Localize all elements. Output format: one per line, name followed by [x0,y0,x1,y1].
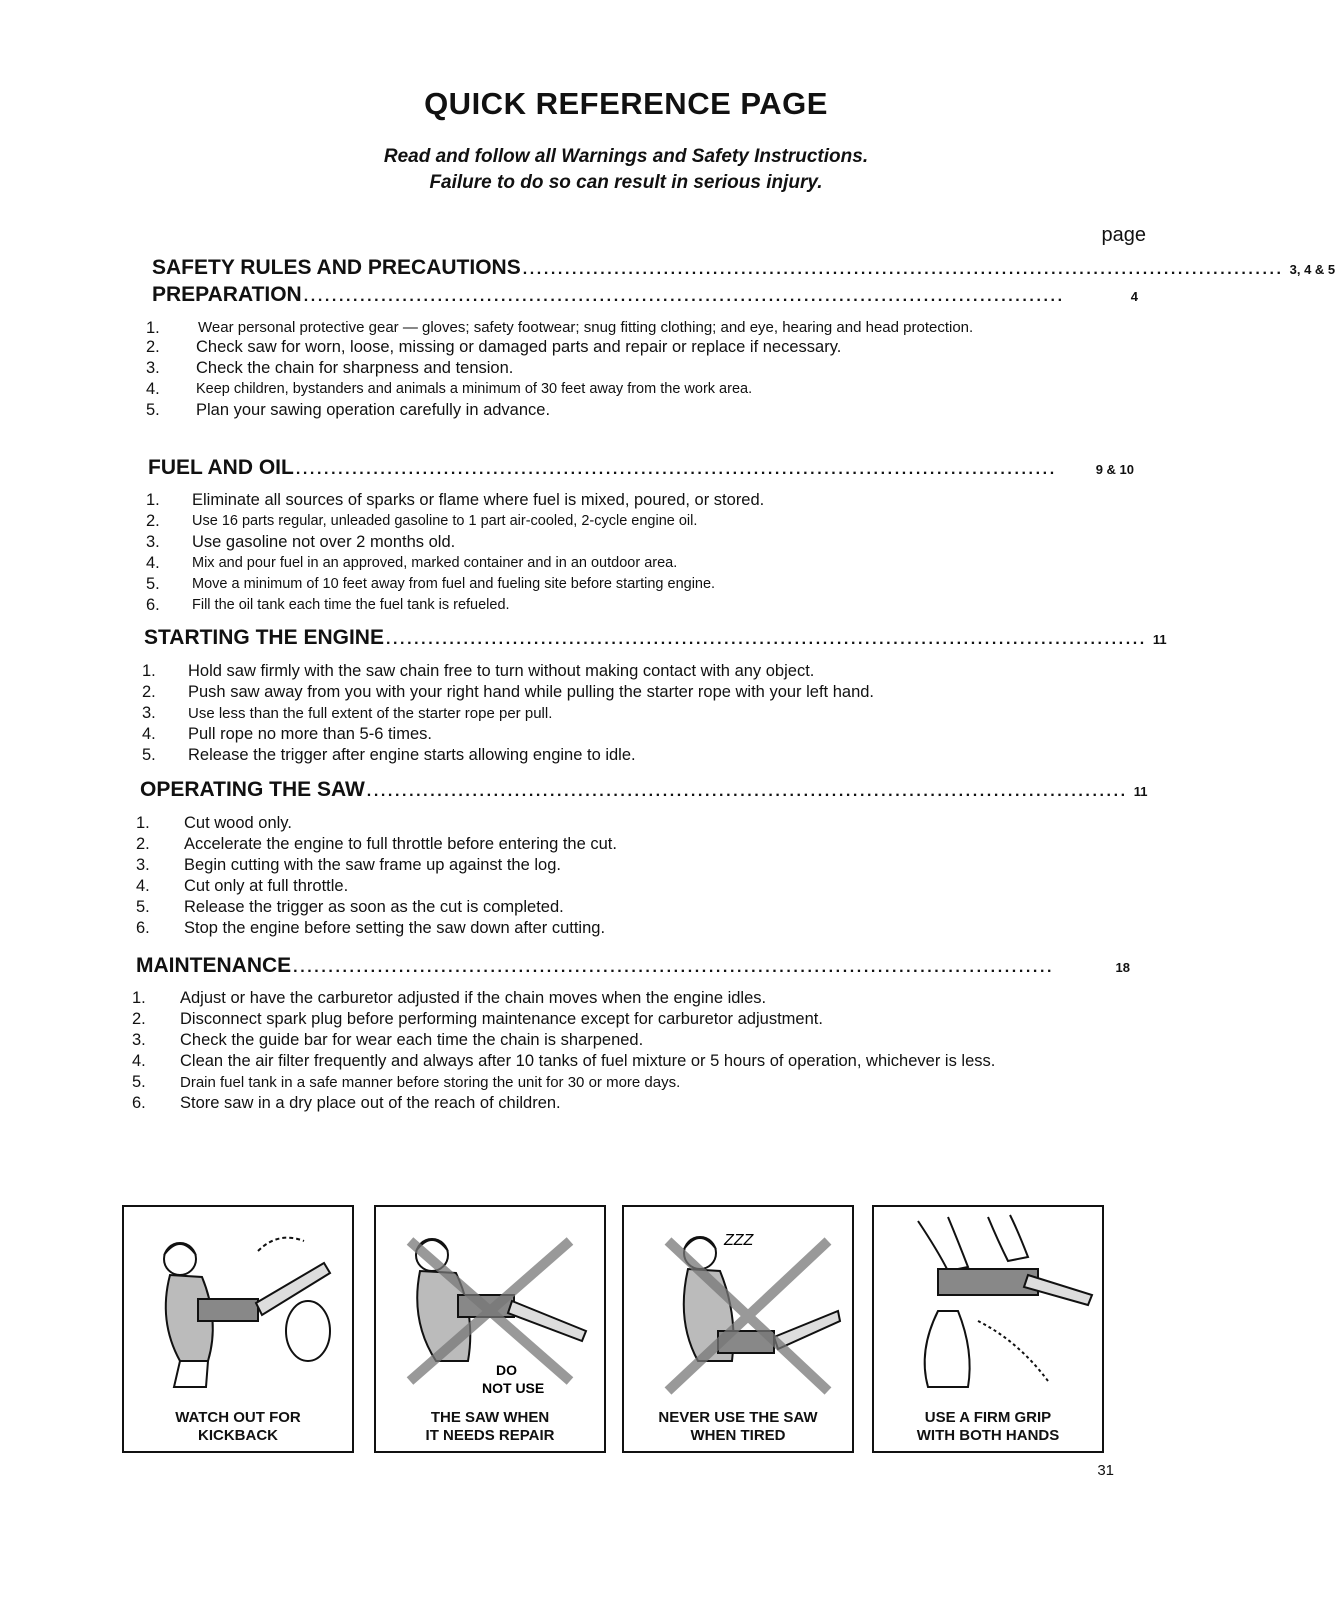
list-item: 5. Release the trigger after engine starts allowing engine to idle. [142,746,636,764]
leader-dots: ............................................................................................................ [385,631,1147,648]
repair-illustration-icon [380,1211,600,1401]
section-page-ref: 3, 4 & 5 [1289,262,1335,277]
kickback-warning-panel [122,1205,354,1453]
tired-warning-panel [622,1205,854,1453]
section-title: STARTING THE ENGINE [144,626,384,649]
page-title: QUICK REFERENCE PAGE [424,86,828,121]
leader-dots: ............................................................................................................ [295,461,1057,478]
section-safety-rules [152,256,1335,280]
repair-warning-panel [374,1205,606,1453]
list-item: 1. Hold saw firmly with the saw chain free to turn without making contact with any object. [142,662,815,680]
starting-engine-list [142,661,1082,766]
list-item: 2. Check saw for worn, loose, missing or damaged parts and repair or replace if necessary. [146,338,842,356]
section-page-ref: 11 [1133,784,1148,799]
list-item: 4. Clean the air filter frequently and always after 10 tanks of fuel mixture or 5 hours of operation, whichever is less. [132,1052,996,1070]
section-fuel-and-oil [148,456,1134,480]
list-item: 4. Cut only at full throttle. [136,877,349,895]
section-title: MAINTENANCE [136,954,292,977]
list-item: 6. Stop the engine before setting the saw down after cutting. [136,919,606,937]
leader-dots: ............................................................................................................ [522,261,1284,278]
list-item: 5. Drain fuel tank in a safe manner before storing the unit for 30 or more days. [132,1073,681,1091]
operating-saw-list [136,813,1036,939]
grip-warning-panel [872,1205,1104,1453]
list-item: 5. Plan your sawing operation carefully in advance. [146,401,551,419]
section-page-ref: 18 [1115,960,1130,975]
section-page-ref: 9 & 10 [1095,462,1134,477]
panel-caption: NEVER USE THE SAW WHEN TIRED [658,1409,818,1444]
maintenance-list [132,988,1082,1114]
section-preparation [152,283,1138,307]
section-operating-saw [140,778,1148,802]
list-item: 2. Use 16 parts regular, unleaded gasoline to 1 part air-cooled, 2-cycle engine oil. [146,512,698,530]
list-item: 4. Pull rope no more than 5-6 times. [142,725,432,743]
list-item: 1. Wear personal protective gear — gloves; safety footwear; snug fitting clothing; and eye, hearing and head protection. [146,319,974,337]
overlay-text: NOT USE [482,1380,545,1396]
kickback-illustration-icon [128,1211,348,1401]
leader-dots: ............................................................................................................ [366,783,1128,800]
list-item: 2. Disconnect spark plug before performing maintenance except for carburetor adjustment. [132,1010,823,1028]
list-item: 2. Push saw away from you with your right hand while pulling the starter rope with your left hand. [142,683,875,701]
warning-line-2: Failure to do so can result in serious injury. [429,172,823,193]
leader-dots: ............................................................................................................ [303,288,1065,305]
list-item: 3. Check the chain for sharpness and tension. [146,359,514,377]
section-title: FUEL AND OIL [148,456,294,479]
list-item: 2. Accelerate the engine to full throttle before entering the cut. [136,835,617,853]
page-number: 31 [1097,1462,1114,1479]
list-item: 4. Mix and pour fuel in an approved, marked container and in an outdoor area. [146,554,678,572]
list-item: 4. Keep children, bystanders and animals a minimum of 30 feet away from the work area. [146,380,753,398]
list-item: 3. Use gasoline not over 2 months old. [146,533,456,551]
section-title: PREPARATION [152,283,302,306]
panel-caption: USE A FIRM GRIP WITH BOTH HANDS [916,1409,1060,1444]
list-item: 1. Eliminate all sources of sparks or flame where fuel is mixed, poured, or stored. [146,491,765,509]
panel-caption: WATCH OUT FOR KICKBACK [175,1409,301,1444]
list-item: 3. Check the guide bar for wear each time the chain is sharpened. [132,1031,644,1049]
list-item: 5. Release the trigger as soon as the cut is completed. [136,898,564,916]
grip-illustration-icon [878,1211,1098,1401]
list-item: 1. Cut wood only. [136,814,292,832]
sleep-z-text: ZZZ [724,1232,754,1249]
warning-line-1: Read and follow all Warnings and Safety Instructions. [383,146,869,167]
tired-illustration-icon [628,1211,848,1401]
list-item: 6. Store saw in a dry place out of the reach of children. [132,1094,561,1112]
list-item: 6. Fill the oil tank each time the fuel tank is refueled. [146,596,510,614]
list-item: 3. Begin cutting with the saw frame up against the log. [136,856,561,874]
section-page-ref: 4 [1130,289,1138,304]
panel-caption: THE SAW WHEN IT NEEDS REPAIR [425,1409,555,1444]
section-title: SAFETY RULES AND PRECAUTIONS [152,256,521,279]
page-column-header: page [1101,224,1146,246]
leader-dots: ............................................................................................................ [293,959,1055,976]
section-starting-engine [144,626,1167,650]
section-page-ref: 11 [1152,632,1167,647]
list-item: 5. Move a minimum of 10 feet away from fuel and fueling site before starting engine. [146,575,716,593]
section-title: OPERATING THE SAW [140,778,365,801]
list-item: 3. Use less than the full extent of the starter rope per pull. [142,704,553,722]
preparation-list [146,318,1016,421]
list-item: 1. Adjust or have the carburetor adjusted if the chain moves when the engine idles. [132,989,767,1007]
section-maintenance [136,954,1130,978]
overlay-text: DO [496,1362,517,1378]
fuel-and-oil-list [146,490,1046,616]
